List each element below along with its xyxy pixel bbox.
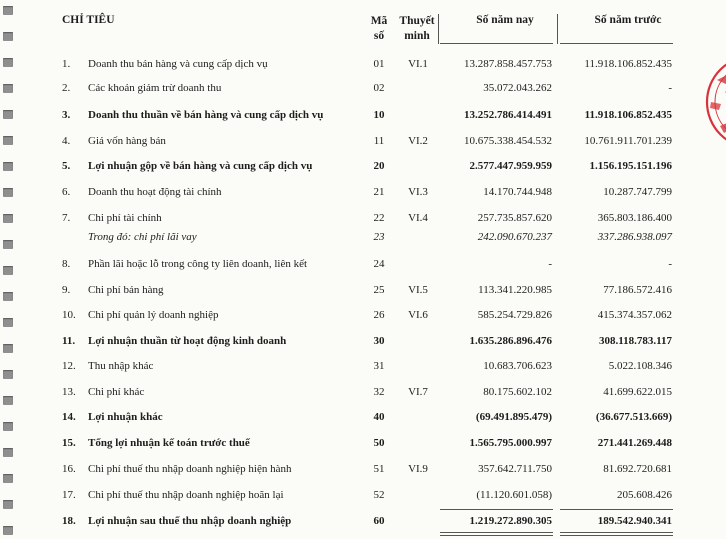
- row-code: 32: [373, 386, 385, 398]
- row-label: Trong đó: chi phí lãi vay: [88, 231, 197, 243]
- row-number: 1.: [62, 58, 71, 70]
- row-current-year: 2.577.447.959.959: [469, 160, 552, 172]
- row-label: Doanh thu thuần về bán hàng và cung cấp dịch vụ: [88, 109, 324, 121]
- table-header: [0, 14, 726, 50]
- row-current-year: 1.219.272.890.305: [469, 515, 552, 527]
- row-code: 60: [373, 515, 385, 527]
- row-previous-year: 415.374.357.062: [597, 309, 672, 321]
- row-number: 4.: [62, 135, 71, 147]
- row-previous-year: 5.022.108.346: [608, 360, 672, 372]
- row-previous-year: 271.441.269.448: [597, 437, 672, 449]
- table-row: [0, 411, 726, 431]
- table-row: [0, 489, 726, 509]
- row-previous-year: -: [668, 82, 672, 94]
- row-code: 02: [373, 82, 385, 94]
- row-number: 15.: [62, 437, 76, 449]
- row-label: Phần lãi hoặc lỗ trong công ty liên doanh, liên kết: [88, 258, 308, 270]
- row-code: 31: [373, 360, 385, 372]
- row-label: Chi phí thuế thu nhập doanh nghiệp hoãn lại: [88, 489, 284, 501]
- row-previous-year: 189.542.940.341: [597, 515, 672, 527]
- table-row: [0, 258, 726, 278]
- row-previous-year: (36.677.513.669): [595, 411, 672, 423]
- table-row: [0, 58, 726, 78]
- row-code: 11: [373, 135, 385, 147]
- row-label: Thu nhập khác: [88, 360, 154, 372]
- table-row: [0, 335, 726, 355]
- row-label: Các khoản giảm trừ doanh thu: [88, 82, 222, 94]
- header-ma-so-line2: số: [373, 30, 385, 42]
- row-number: 13.: [62, 386, 76, 398]
- row-current-year: -: [548, 258, 552, 270]
- row-code: 52: [373, 489, 385, 501]
- header-ma-so: [369, 14, 389, 44]
- header-underline: [440, 43, 553, 44]
- row-number: 6.: [62, 186, 71, 198]
- row-label: Doanh thu hoạt động tài chính: [88, 186, 222, 198]
- row-previous-year: -: [668, 258, 672, 270]
- row-current-year: 35.072.043.262: [483, 82, 552, 94]
- row-number: 11.: [62, 335, 76, 347]
- table-row: [0, 360, 726, 380]
- row-current-year: 113.341.220.985: [478, 284, 552, 296]
- row-note: VI.1: [408, 58, 428, 70]
- row-previous-year: 10.761.911.701.239: [584, 135, 672, 147]
- row-current-year: 1.635.286.896.476: [469, 335, 552, 347]
- row-current-year: 14.170.744.948: [483, 186, 552, 198]
- table-row: [0, 135, 726, 155]
- row-current-year: 242.090.670.237: [477, 231, 552, 243]
- table-row: [0, 284, 726, 304]
- row-code: 40: [373, 411, 385, 423]
- table-row: [0, 160, 726, 180]
- row-current-year: 10.675.338.454.532: [464, 135, 552, 147]
- row-note: VI.9: [408, 463, 428, 475]
- row-note: VI.7: [408, 386, 428, 398]
- row-number: 14.: [62, 411, 76, 423]
- row-previous-year: 41.699.622.015: [603, 386, 672, 398]
- header-thuyet-minh: [394, 14, 440, 44]
- row-label: Lợi nhuận khác: [88, 411, 163, 423]
- header-divider: [438, 14, 439, 44]
- header-thuyet-minh-line2: minh: [404, 30, 430, 42]
- row-number: 10.: [62, 309, 76, 321]
- row-code: 21: [373, 186, 385, 198]
- row-label: Chi phí thuế thu nhập doanh nghiệp hiện hành: [88, 463, 292, 475]
- row-previous-year: 1.156.195.151.196: [589, 160, 672, 172]
- row-code: 30: [373, 335, 385, 347]
- row-number: 8.: [62, 258, 71, 270]
- row-code: 25: [373, 284, 385, 296]
- total-double-rule: [560, 535, 673, 536]
- row-current-year: 80.175.602.102: [483, 386, 552, 398]
- table-row: [0, 309, 726, 329]
- row-label: Doanh thu bán hàng và cung cấp dịch vụ: [88, 58, 268, 70]
- row-note: VI.3: [408, 186, 428, 198]
- total-rule: [560, 509, 673, 510]
- table-row: [0, 82, 726, 102]
- header-divider: [557, 14, 558, 44]
- header-thuyet-minh-line1: Thuyết: [399, 15, 435, 27]
- table-row: [0, 463, 726, 483]
- row-current-year: 1.565.795.000.997: [469, 437, 552, 449]
- row-previous-year: 11.918.106.852.435: [584, 58, 672, 70]
- row-code: 01: [373, 58, 385, 70]
- row-number: 17.: [62, 489, 76, 501]
- row-code: 50: [373, 437, 385, 449]
- row-number: 2.: [62, 82, 71, 94]
- header-so-nam-nay: Số năm nay: [476, 14, 534, 26]
- total-rule: [440, 509, 553, 510]
- header-underline: [560, 43, 673, 44]
- row-previous-year: 77.186.572.416: [603, 284, 672, 296]
- row-previous-year: 337.286.938.097: [597, 231, 672, 243]
- row-current-year: 13.252.786.414.491: [464, 109, 552, 121]
- row-current-year: 357.642.711.750: [478, 463, 552, 475]
- total-double-rule: [560, 532, 673, 533]
- row-current-year: (69.491.895.479): [475, 411, 552, 423]
- row-number: 5.: [62, 160, 71, 172]
- row-code: 23: [373, 231, 385, 243]
- row-number: 3.: [62, 109, 71, 121]
- header-chi-tieu: CHỈ TIÊU: [62, 14, 115, 26]
- total-double-rule: [440, 535, 553, 536]
- row-code: 51: [373, 463, 385, 475]
- row-previous-year: 205.608.426: [617, 489, 672, 501]
- header-ma-so-line1: Mã: [370, 15, 388, 27]
- row-label: Chi phí bán hàng: [88, 284, 164, 296]
- row-current-year: 13.287.858.457.753: [464, 58, 552, 70]
- row-note: VI.5: [408, 284, 428, 296]
- row-code: 24: [373, 258, 385, 270]
- header-so-nam-truoc: Số năm trước: [594, 14, 662, 26]
- row-current-year: 585.254.729.826: [477, 309, 552, 321]
- row-label: Chi phí tài chính: [88, 212, 162, 224]
- table-row: [0, 109, 726, 129]
- table-row: [0, 186, 726, 206]
- row-previous-year: 308.118.783.117: [598, 335, 672, 347]
- row-code: 10: [373, 109, 385, 121]
- row-previous-year: 11.918.106.852.435: [584, 109, 672, 121]
- row-code: 20: [373, 160, 385, 172]
- row-number: 7.: [62, 212, 71, 224]
- row-note: VI.6: [408, 309, 428, 321]
- row-current-year: (11.120.601.058): [476, 489, 552, 501]
- row-code: 22: [373, 212, 385, 224]
- row-note: VI.2: [408, 135, 428, 147]
- row-number: 9.: [62, 284, 71, 296]
- row-note: VI.4: [408, 212, 428, 224]
- row-code: 26: [373, 309, 385, 321]
- row-label: Chi phí quản lý doanh nghiệp: [88, 309, 219, 321]
- row-current-year: 257.735.857.620: [477, 212, 552, 224]
- row-previous-year: 81.692.720.681: [603, 463, 672, 475]
- table-row: [0, 437, 726, 457]
- row-label: Lợi nhuận sau thuế thu nhập doanh nghiệp: [88, 515, 292, 527]
- row-label: Giá vốn hàng bán: [88, 135, 166, 147]
- row-label: Lợi nhuận gộp về bán hàng và cung cấp dịch vụ: [88, 160, 313, 172]
- row-number: 18.: [62, 515, 76, 527]
- table-row: [0, 386, 726, 406]
- table-row: [0, 231, 726, 251]
- row-label: Tổng lợi nhuận kế toán trước thuế: [88, 437, 250, 449]
- total-double-rule: [440, 532, 553, 533]
- row-number: 12.: [62, 360, 76, 372]
- row-previous-year: 10.287.747.799: [603, 186, 672, 198]
- table-row: [0, 212, 726, 232]
- row-label: Lợi nhuận thuần từ hoạt động kinh doanh: [88, 335, 287, 347]
- row-previous-year: 365.803.186.400: [597, 212, 672, 224]
- row-label: Chi phí khác: [88, 386, 145, 398]
- row-number: 16.: [62, 463, 76, 475]
- row-current-year: 10.683.706.623: [483, 360, 552, 372]
